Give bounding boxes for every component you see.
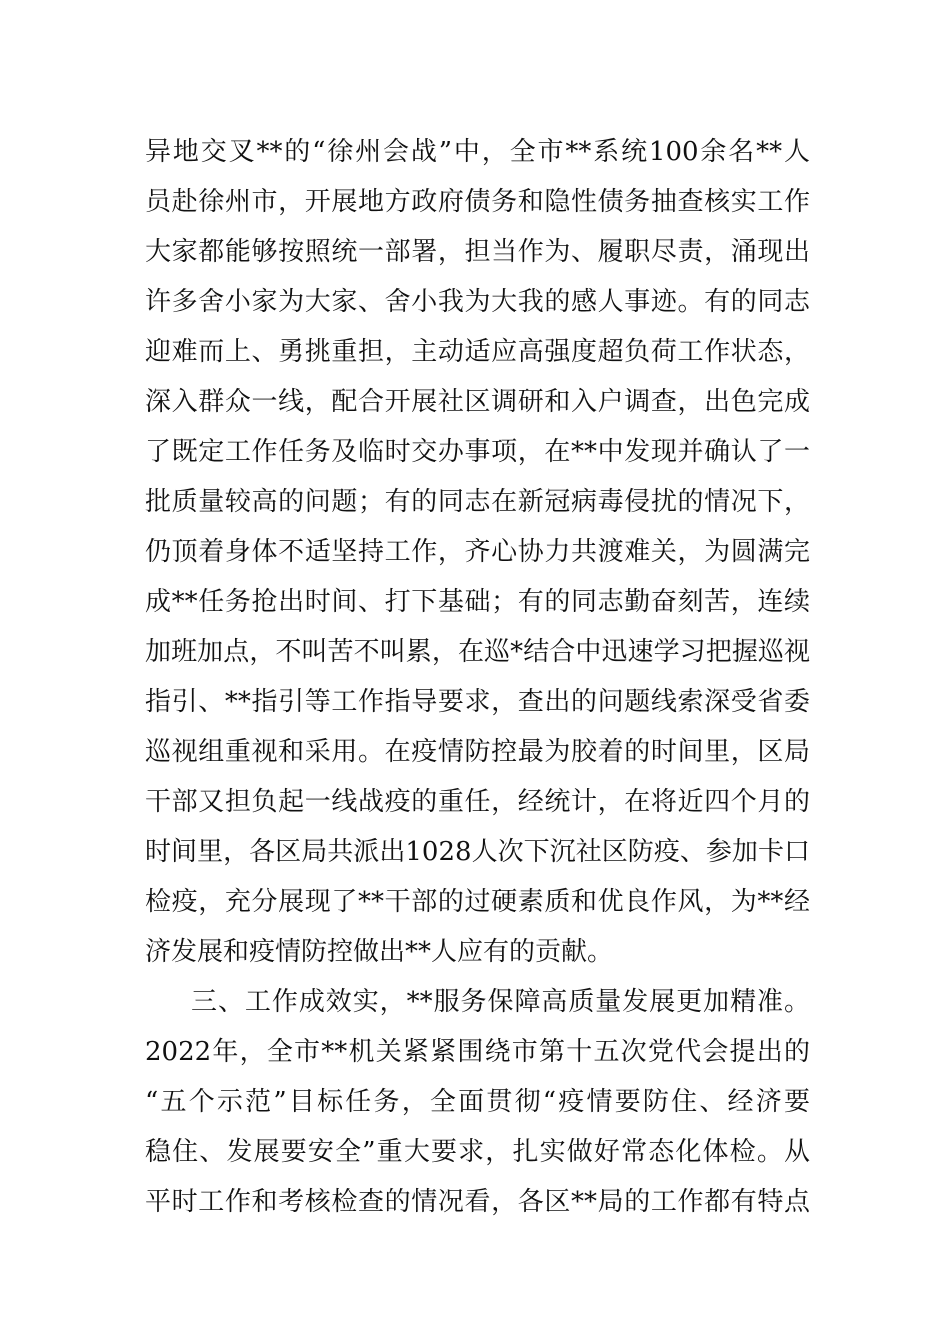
text-line: 指引、**指引等工作指导要求，查出的问题线索深受省委 <box>145 687 810 717</box>
text-line: 仍顶着身体不适坚持工作，齐心协力共渡难关，为圆满完 <box>145 537 810 567</box>
text-line: 员赴徐州市，开展地方政府债务和隐性债务抽查核实工作 <box>145 187 810 217</box>
text-line: 加班加点，不叫苦不叫累，在巡*结合中迅速学习把握巡视 <box>145 637 810 667</box>
text-line: 巡视组重视和采用。在疫情防控最为胶着的时间里，区局 <box>145 737 810 767</box>
text-line: 大家都能够按照统一部署，担当作为、履职尽责，涌现出 <box>145 237 810 267</box>
text-line: 许多舍小家为大家、舍小我为大我的感人事迹。有的同志 <box>145 287 810 317</box>
text-line: 成**任务抢出时间、打下基础；有的同志勤奋刻苦，连续 <box>145 587 810 617</box>
text-line: “五个示范”目标任务，全面贯彻“疫情要防住、经济要 <box>145 1087 810 1117</box>
text-line: 检疫，充分展现了**干部的过硬素质和优良作风，为**经 <box>145 887 810 917</box>
text-line: 平时工作和考核检查的情况看，各区**局的工作都有特点 <box>145 1187 810 1217</box>
text-line: 稳住、发展要安全”重大要求，扎实做好常态化体检。从 <box>145 1137 810 1167</box>
text-line: 异地交叉**的“徐州会战”中，全市**系统100余名**人 <box>145 137 810 167</box>
text-line: 迎难而上、勇挑重担，主动适应高强度超负荷工作状态， <box>145 337 810 367</box>
text-line: 济发展和疫情防控做出**人应有的贡献。 <box>145 937 614 967</box>
section-heading-line: 三、工作成效实，**服务保障高质量发展更加精准。 <box>191 987 810 1017</box>
text-line: 干部又担负起一线战疫的重任，经统计，在将近四个月的 <box>145 787 810 817</box>
text-line: 了既定工作任务及临时交办事项，在**中发现并确认了一 <box>145 437 810 467</box>
paragraph-2 <box>145 977 810 1227</box>
text-line: 深入群众一线，配合开展社区调研和入户调查，出色完成 <box>145 387 810 417</box>
paragraph-1 <box>145 127 810 977</box>
text-line: 2022年，全市**机关紧紧围绕市第十五次党代会提出的 <box>145 1037 810 1067</box>
text-line: 批质量较高的问题；有的同志在新冠病毒侵扰的情况下， <box>145 487 810 517</box>
text-line: 时间里，各区局共派出1028人次下沉社区防疫、参加卡口 <box>145 837 810 867</box>
document-body <box>145 127 810 1227</box>
